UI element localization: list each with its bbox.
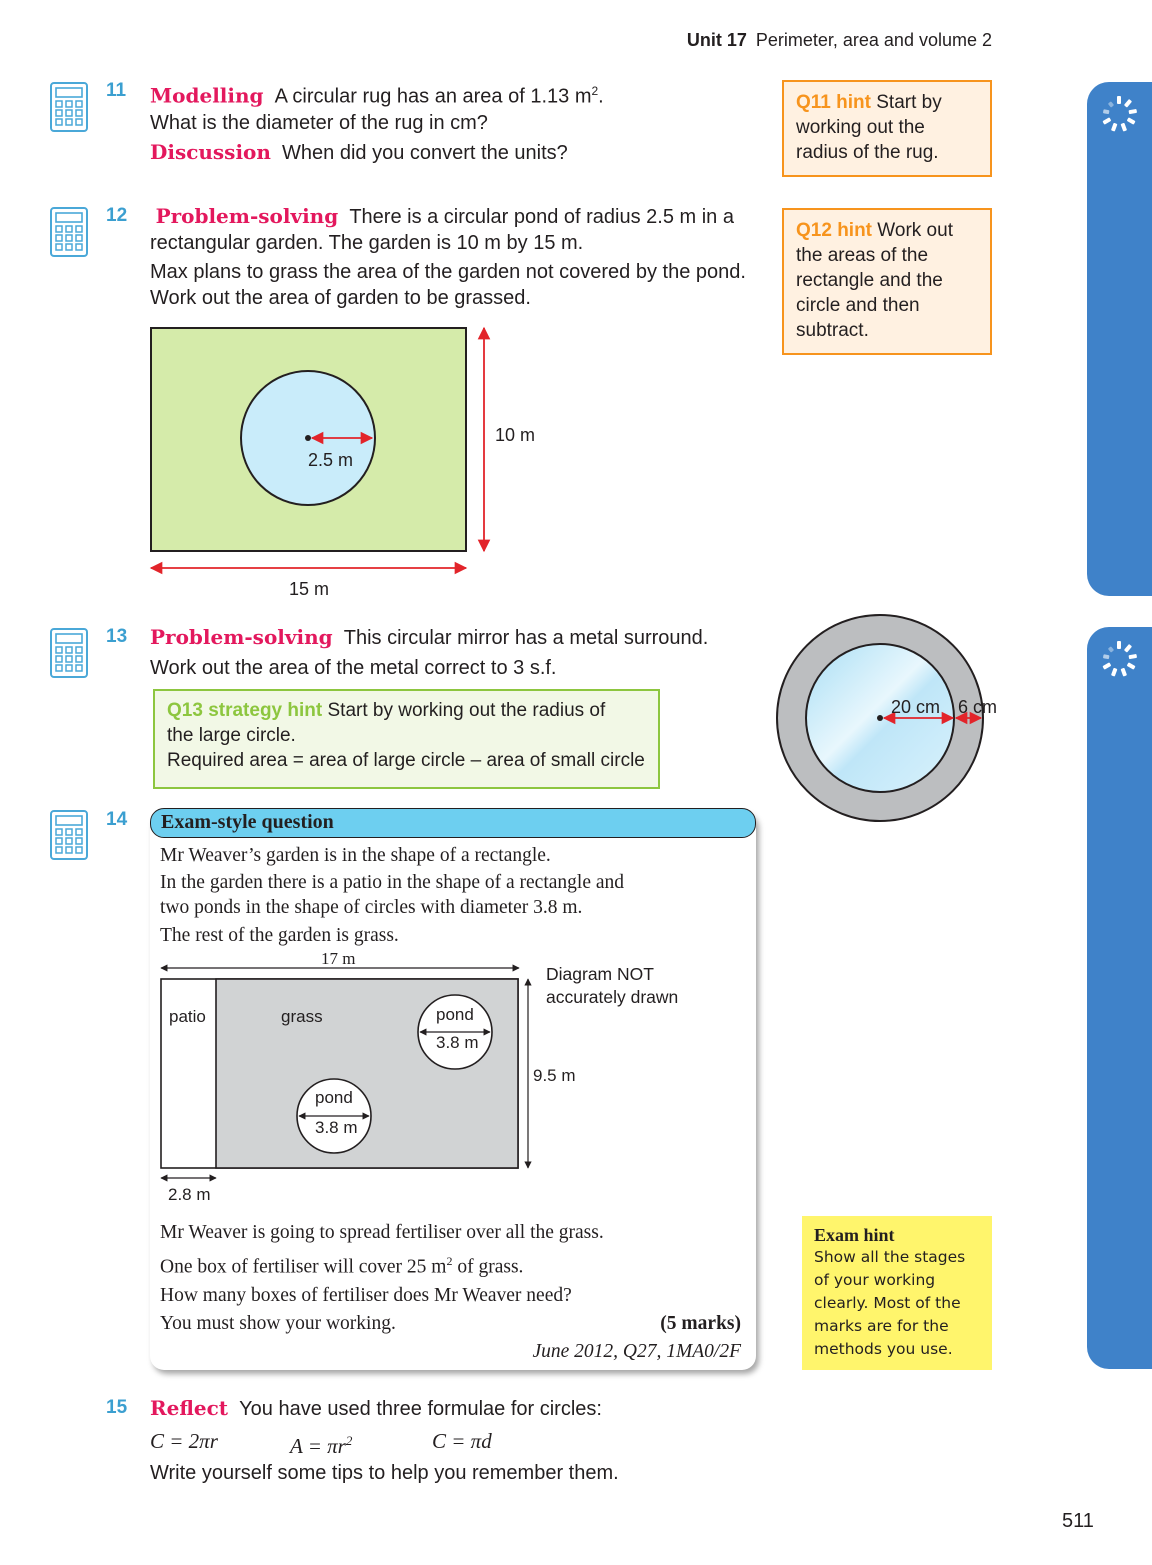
q11-line2: What is the diameter of the rug in cm? [150, 111, 488, 134]
q13-line1: This circular mirror has a metal surround. [343, 627, 709, 649]
formula-area-sup: 2 [345, 1433, 353, 1448]
q14-after-line2-sup: 2 [446, 1254, 453, 1268]
q14-after-line1: Mr Weaver is going to spread fertiliser over all the grass. [160, 1222, 604, 1243]
q11-hint-text: Start by working out the radius of the rug. [796, 92, 942, 163]
calculator-icon [50, 810, 88, 860]
strategy-line2: the large circle. [167, 725, 296, 746]
exam-hint-line: clearly. Most of the [814, 1294, 961, 1312]
exam-hint-line: marks are for the [814, 1317, 949, 1335]
mirror-centre-dot [877, 715, 883, 721]
q15-text [150, 1395, 770, 1486]
exam-hint-box [802, 1216, 992, 1370]
q11-line1: A circular rug has an area of 1.13 m [274, 85, 592, 108]
marks-label: (5 marks) [660, 1312, 741, 1334]
exam-hint-line: Show all the stages [814, 1248, 966, 1266]
side-tab-upper [1087, 82, 1152, 596]
q14-line: The rest of the garden is grass. [160, 925, 399, 946]
discussion-text: When did you convert the units? [282, 141, 568, 164]
grass-label: grass [281, 1007, 323, 1026]
q12-hint-text: Work out the areas of the rectangle and the circle and then subtract. [796, 220, 953, 341]
formula-area [290, 1428, 352, 1459]
q14-line: two ponds in the shape of circles with diameter 3.8 m. [160, 897, 583, 918]
q12-hint-box [782, 208, 992, 355]
exam-hint-text [814, 1246, 980, 1361]
q14-line: In the garden there is a patio in the shape of a rectangle and [160, 872, 625, 893]
formula-circumference-radius: C = 2πr [150, 1429, 218, 1453]
q12-line2: rectangular garden. The garden is 10 m by 15 m. [150, 232, 584, 254]
q11-line1-sup: 2 [591, 84, 599, 98]
q11-hint-box [782, 80, 992, 177]
height-label: 10 m [495, 425, 536, 445]
unit-label: Unit 17 [686, 30, 747, 50]
q14-after-line2: One box of fertiliser will cover 25 m [160, 1256, 447, 1278]
exam-hint-line: of your working [814, 1271, 936, 1289]
question-number: 13 [106, 626, 128, 647]
formula-circumference-diameter: C = πd [432, 1429, 492, 1453]
diagram-note: accurately drawn [546, 987, 679, 1007]
q14-after-line3: How many boxes of fertiliser does Mr Weaver need? [160, 1284, 572, 1306]
question-number: 12 [106, 205, 128, 226]
q13-text [150, 624, 760, 681]
pond-label: pond [436, 1005, 474, 1024]
exam-hint-title: Exam hint [814, 1225, 895, 1245]
pond-label: pond [315, 1088, 353, 1107]
q14-intro [160, 842, 624, 949]
formula-area-main: A = πr [290, 1434, 346, 1458]
q12-line3: Max plans to grass the area of the garden not covered by the pond. [150, 261, 746, 283]
q14-after-line4: You must show your working. [160, 1312, 396, 1334]
calculator-icon [50, 207, 88, 257]
question-number: 14 [106, 809, 128, 830]
question-number: 11 [106, 80, 127, 101]
page-number: 511 [1062, 1510, 1094, 1532]
q15-keyword: Reflect [150, 1396, 229, 1420]
q15-line2: Write yourself some tips to help you remember them. [150, 1462, 619, 1484]
q14-line: Mr Weaver’s garden is in the shape of a rectangle. [160, 845, 551, 866]
q13-keyword: Problem-solving [150, 625, 333, 649]
inner-radius-label: 20 cm [891, 697, 941, 717]
exam-hint-line: methods you use. [814, 1340, 953, 1358]
mirror-diagram [770, 610, 1010, 830]
pond-diameter-label: 3.8 m [315, 1118, 358, 1137]
q12-line1: There is a circular pond of radius 2.5 m in a [349, 206, 734, 228]
exam-source: June 2012, Q27, 1MA0/2F [532, 1340, 741, 1362]
q11-line1-end: . [598, 85, 604, 108]
unit-title: Perimeter, area and volume 2 [755, 30, 992, 50]
q15-line1: You have used three formulae for circles: [239, 1398, 602, 1420]
q12-hint-title: Q12 hint [796, 220, 873, 241]
question-number: 15 [106, 1397, 128, 1418]
height-label: 9.5 m [533, 1066, 576, 1085]
q12-line4: Work out the area of garden to be grassed. [150, 287, 531, 309]
q13-line2: Work out the area of the metal correct to 3 s.f. [150, 657, 557, 679]
q11-text [150, 78, 770, 166]
q13-strategy-hint [153, 689, 660, 789]
surround-width-label: 6 cm [958, 697, 998, 717]
width-label: 15 m [289, 579, 330, 599]
side-tab-lower [1087, 627, 1152, 1369]
radius-label: 2.5 m [308, 450, 354, 470]
garden-pond-diagram [140, 318, 560, 608]
calculator-icon [50, 628, 88, 678]
q14-question [160, 1219, 745, 1366]
strategy-line1: Start by working out the radius of [327, 700, 606, 721]
strategy-line3: Required area = area of large circle – area of small circle [167, 750, 645, 771]
patio-label: patio [169, 1007, 206, 1026]
progress-ring-icon [1099, 94, 1139, 134]
calculator-icon [50, 82, 88, 132]
q12-text [150, 203, 775, 311]
pond-centre-dot [305, 435, 311, 441]
q11-keyword: Modelling [150, 83, 264, 108]
formula-row [150, 1428, 770, 1458]
weaver-garden-diagram [150, 948, 710, 1208]
progress-ring-icon [1099, 639, 1139, 679]
page-header [687, 30, 992, 51]
diagram-note: Diagram NOT [546, 964, 654, 984]
width-label: 17 m [321, 949, 356, 968]
patio-width-label: 2.8 m [168, 1185, 211, 1204]
strategy-title: Q13 strategy hint [167, 700, 323, 721]
q11-hint-title: Q11 hint [796, 92, 871, 113]
q14-after-line2-end: of grass. [452, 1256, 524, 1278]
q12-keyword: Problem-solving [155, 204, 339, 228]
discussion-keyword: Discussion [150, 139, 271, 164]
pond-diameter-label: 3.8 m [436, 1033, 479, 1052]
exam-banner: Exam-style question [150, 808, 756, 838]
